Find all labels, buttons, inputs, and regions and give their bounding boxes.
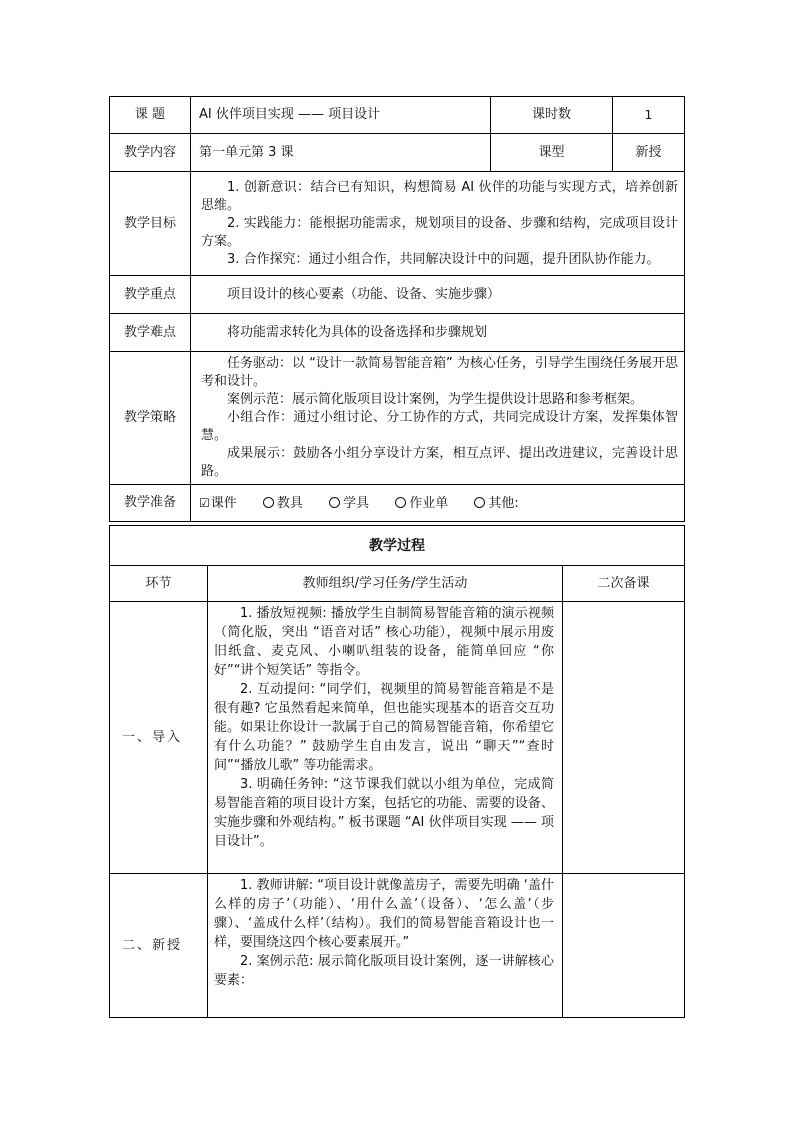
notes-cell[interactable] xyxy=(563,874,685,1018)
content-label: 教学内容 xyxy=(110,134,191,172)
lesson-info-table xyxy=(109,96,685,522)
activity-paragraph: 3. 明确任务钟: “这节课我们就以小组为单位，完成简易智能音箱的项目设计方案，包括它的功能、需要的设备、实施步骤和外观结构。” 板书课题 “AI 伙伴项目实现 —— 项目设计”。 xyxy=(214,777,554,849)
prep-option-learning-aids[interactable]: 学具 xyxy=(329,495,369,513)
hours-value: 1 xyxy=(613,97,685,134)
difficulty-cell xyxy=(191,314,685,352)
strategy-cell xyxy=(191,352,685,485)
goal-item: 2. 实践能力：能根据功能需求，规划项目的设备、步骤和结构，完成项目设计方案。 xyxy=(201,215,678,249)
prep-option-worksheet[interactable]: 作业单 xyxy=(395,495,448,513)
type-value: 新授 xyxy=(613,134,685,172)
col-activity-header: 教师组织/学习任务/学生活动 xyxy=(208,566,563,602)
focus-value: 项目设计的核心要素（功能、设备、实施步骤） xyxy=(227,286,501,302)
empty-circle-icon xyxy=(329,497,340,508)
goal-item: 1. 创新意识：结合已有知识，构想简易 AI 伙伴的功能与实现方式，培养创新思维。 xyxy=(201,179,678,213)
goals-cell xyxy=(191,172,685,276)
strategy-item: 小组合作：通过小组讨论、分工协作的方式，共同完成设计方案，发挥集体智慧。 xyxy=(201,410,678,443)
teaching-process-table xyxy=(109,525,685,1018)
hours-label: 课时数 xyxy=(491,97,613,134)
content-value: 第一单元第 3 课 xyxy=(191,134,491,172)
goal-item: 3. 合作探究：通过小组合作，共同解决设计中的问题，提升团队协作能力。 xyxy=(227,251,660,267)
empty-circle-icon xyxy=(263,497,274,508)
strategy-item: 成果展示：鼓励各小组分享设计方案，相互点评、提出改进建议，完善设计思路。 xyxy=(201,446,678,479)
intro-activities xyxy=(208,602,563,874)
difficulty-label: 教学难点 xyxy=(110,314,191,352)
prep-option-courseware[interactable]: ☑课件 xyxy=(199,495,237,511)
process-title: 教学过程 xyxy=(110,526,685,566)
stage-new-lesson: 二、新授 xyxy=(110,874,208,1018)
prep-options xyxy=(191,485,685,522)
empty-circle-icon xyxy=(395,497,406,508)
type-label: 课型 xyxy=(491,134,613,172)
prep-option-teaching-aids[interactable]: 教具 xyxy=(263,495,303,513)
focus-label: 教学重点 xyxy=(110,276,191,314)
activity-paragraph: 2. 互动提问: “同学们，视频里的简易智能音箱是不是很有趣? 它虽然看起来简单，但也能实现基本的语音交互功能。如果让你设计一款属于自己的简易智能音箱，你希望它有什么功能？” 鼓励学生自由发言，说出 “聊天”“查时间”“播放儿歌” 等功能需求。 xyxy=(214,682,554,773)
strategy-item: 任务驱动：以 “设计一款简易智能音箱” 为核心任务，引导学生围绕任务展开思考和设计。 xyxy=(201,356,678,389)
focus-cell xyxy=(191,276,685,314)
strategy-label: 教学策略 xyxy=(110,352,191,485)
difficulty-value: 将功能需求转化为具体的设备选择和步骤规划 xyxy=(227,324,488,340)
prep-option-other[interactable]: 其他: xyxy=(474,495,518,513)
topic-label: 课 题 xyxy=(110,97,191,134)
goals-label: 教学目标 xyxy=(110,172,191,276)
checked-circle-icon: ☑ xyxy=(199,495,210,510)
empty-circle-icon xyxy=(474,497,485,508)
notes-cell[interactable] xyxy=(563,602,685,874)
col-notes-header: 二次备课 xyxy=(563,566,685,602)
topic-value: AI 伙伴项目实现 —— 项目设计 xyxy=(191,97,491,134)
stage-intro: 一、导入 xyxy=(110,602,208,874)
activity-paragraph: 1. 播放短视频: 播放学生自制简易智能音箱的演示视频（简化版，突出 “语音对话” 核心功能），视频中展示用废旧纸盒、麦克风、小喇叭组装的设备，能简单回应 “你好”“讲个短笑话” 等指令。 xyxy=(214,606,554,678)
new-lesson-activities xyxy=(208,874,563,1018)
prep-label: 教学准备 xyxy=(110,485,191,522)
activity-paragraph: 2. 案例示范: 展示简化版项目设计案例，逐一讲解核心要素： xyxy=(214,954,554,988)
activity-paragraph: 1. 教师讲解: “项目设计就像盖房子，需要先明确 ‘盖什么样的房子’（功能）、‘用什么盖’（设备）、‘怎么盖’（步骤）、‘盖成什么样’（结构）。我们的简易智能音箱设计也一样，要围绕这四个核心要素展开。” xyxy=(214,878,554,950)
strategy-item: 案例示范：展示简化版项目设计案例，为学生提供设计思路和参考框架。 xyxy=(227,392,644,407)
col-stage-header: 环节 xyxy=(110,566,208,602)
